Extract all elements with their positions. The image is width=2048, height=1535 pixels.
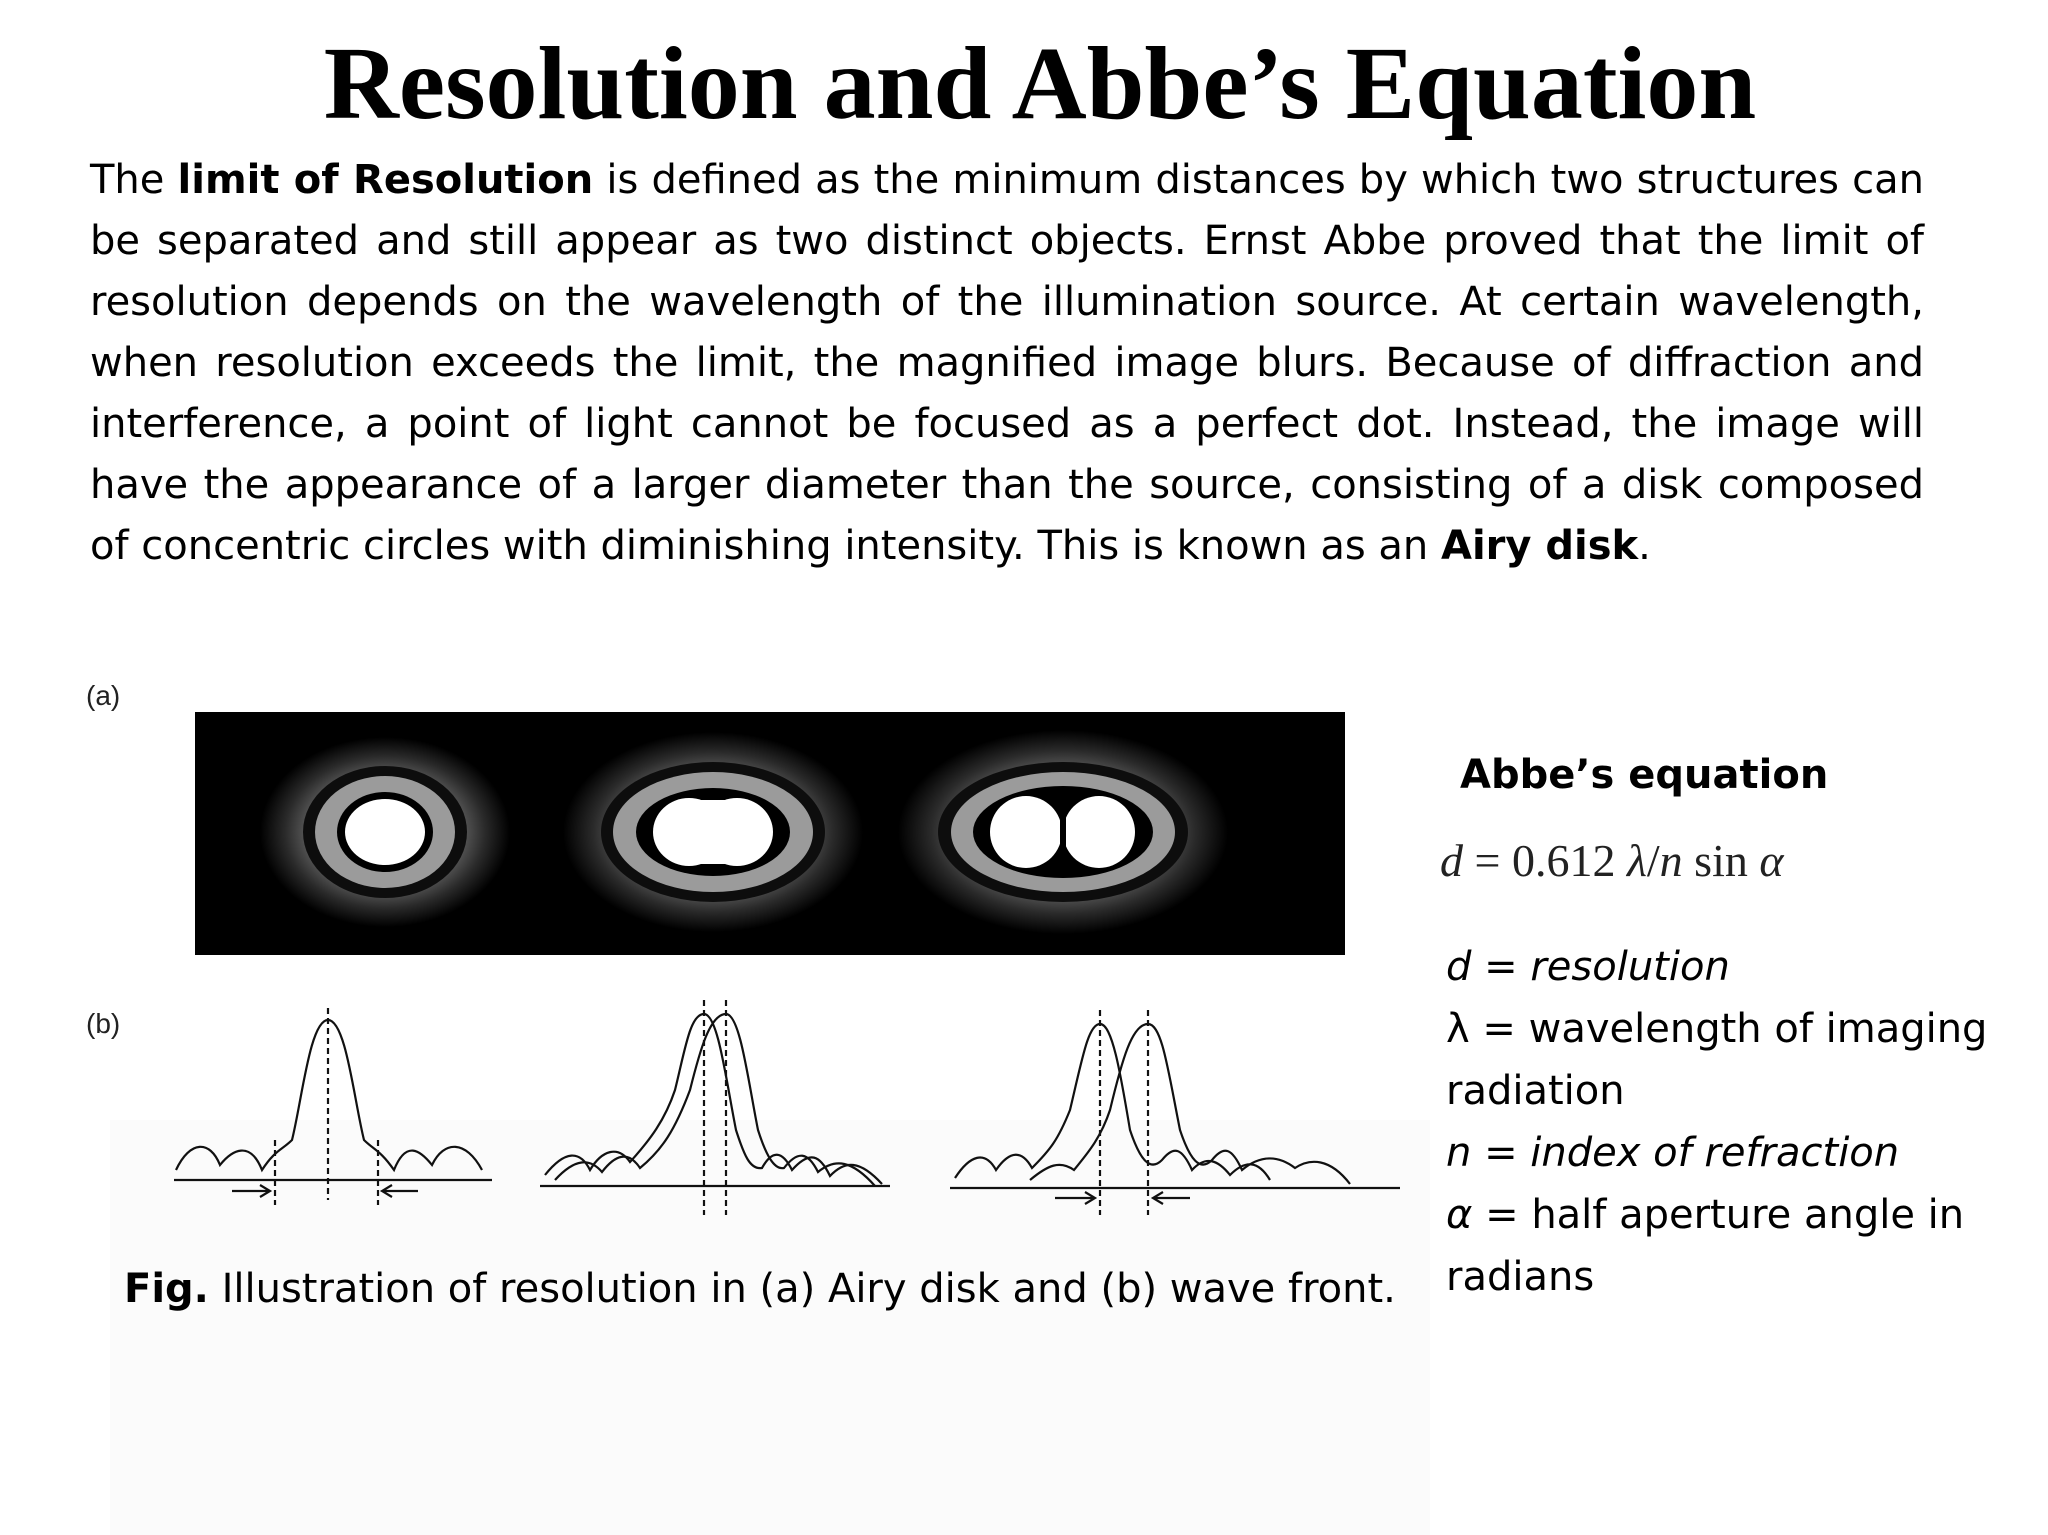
abbe-equation-heading: Abbe’s equation xyxy=(1460,752,1829,798)
figure-caption xyxy=(124,1266,1396,1312)
def-d: d = resolution xyxy=(1446,944,1730,990)
eq-var-lambda: λ xyxy=(1626,835,1647,886)
def-n: n = index of refraction xyxy=(1446,1130,1900,1176)
page-title: Resolution and Abbe’s Equation xyxy=(323,26,1757,141)
profile-resolved xyxy=(950,1010,1400,1215)
caption-text: Illustration of resolution in (a) Airy disk and (b) wave front. xyxy=(208,1266,1396,1312)
profile-single xyxy=(174,1008,492,1205)
intro-paragraph xyxy=(90,150,1924,577)
def-alpha-symbol: α xyxy=(1446,1192,1473,1238)
term-airy-disk: Airy disk xyxy=(1441,523,1639,569)
eq-var-n: n xyxy=(1659,835,1683,886)
paragraph-text: . xyxy=(1638,523,1651,569)
airy-disk-resolved xyxy=(898,730,1228,934)
profile-unresolved xyxy=(540,1000,890,1215)
variable-definitions xyxy=(1446,936,2046,1308)
eq-constant: = 0.612 xyxy=(1463,835,1627,886)
eq-sin: sin xyxy=(1682,835,1760,886)
eq-var-alpha: α xyxy=(1759,835,1784,886)
def-alpha-text: = half aperture angle in radians xyxy=(1446,1192,1965,1300)
def-lambda: λ = wavelength of imaging radiation xyxy=(1446,1006,1988,1114)
airy-disk-single xyxy=(260,737,510,927)
airy-disk-image xyxy=(195,712,1345,955)
paragraph-text: The xyxy=(90,157,178,203)
airy-disk-overlapping xyxy=(563,732,863,932)
eq-slash: / xyxy=(1646,835,1660,886)
figure-label-b: (b) xyxy=(86,1008,121,1039)
term-limit-of-resolution: limit of Resolution xyxy=(177,157,594,203)
abbe-equation xyxy=(1440,834,1784,887)
paragraph-text: is defined as the minimum distances by which two structures can be separated and still appear as two distinct objects. Ernst Abbe proved that the limit of resolution depends on the wavelength of the illumination source. At certain wavelength, when resolution exceeds the limit, the magnified image blurs. Because of diffraction and interference, a point of light cannot be focused as a perfect dot. Instead, the image will have the appearance of a larger diameter than the source, consisting of a disk composed of concentric circles with diminishing intensity. This is known as an xyxy=(90,157,1924,569)
def-alpha xyxy=(1446,1184,2046,1308)
figure-label-a: (a) xyxy=(86,680,121,711)
wave-front-plot xyxy=(170,990,1400,1220)
caption-label: Fig. xyxy=(124,1266,209,1312)
eq-var-d: d xyxy=(1440,835,1463,886)
